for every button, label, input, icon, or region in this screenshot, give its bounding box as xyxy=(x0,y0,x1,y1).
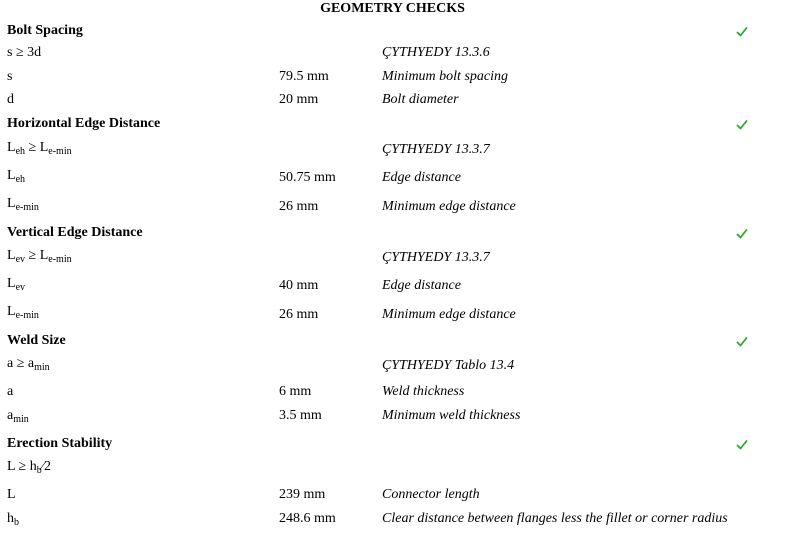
value: 6 mm xyxy=(279,384,312,399)
description: Minimum bolt spacing xyxy=(382,69,508,84)
symbol: $L_{ev}$ xyxy=(7,276,26,293)
symbol: $L_{e-min}$ xyxy=(7,304,39,321)
value: 50.75 mm xyxy=(279,170,336,185)
value: 20 mm xyxy=(279,92,319,107)
description: Bolt diameter xyxy=(382,92,459,107)
section-header-row xyxy=(0,224,797,244)
description: ÇYTHYEDY 13.3.7 xyxy=(382,250,490,265)
table-row xyxy=(0,45,797,65)
description: Minimum edge distance xyxy=(382,307,516,322)
symbol: $L_{eh}$ xyxy=(7,168,26,185)
symbol: $L \ge h_b⁄2$ xyxy=(7,459,52,476)
description: ÇYTHYEDY 13.3.7 xyxy=(382,142,490,157)
section-title: Horizontal Edge Distance xyxy=(7,116,161,131)
table-row xyxy=(0,276,797,298)
table-row xyxy=(0,459,797,481)
table-row xyxy=(0,196,797,218)
description: Minimum edge distance xyxy=(382,199,516,214)
value: 40 mm xyxy=(279,278,319,293)
table-row xyxy=(0,168,797,190)
check-icon xyxy=(736,439,748,451)
check-icon xyxy=(736,228,748,240)
section-title: Bolt Spacing xyxy=(7,23,83,38)
page-title: GEOMETRY CHECKS xyxy=(320,1,465,16)
table-row xyxy=(0,304,797,326)
description: ÇYTHYEDY 13.3.6 xyxy=(382,45,490,60)
table-row xyxy=(0,69,797,89)
table-row xyxy=(0,356,797,378)
symbol: $a \ge a_{min}$ xyxy=(7,356,50,373)
table-row xyxy=(0,92,797,112)
value: 239 mm xyxy=(279,487,326,502)
value: 26 mm xyxy=(279,307,319,322)
section-header-row xyxy=(0,435,797,455)
section-title: Erection Stability xyxy=(7,436,113,451)
description: Edge distance xyxy=(382,170,461,185)
check-icon xyxy=(736,119,748,131)
symbol: a xyxy=(7,384,14,399)
description: ÇYTHYEDY Tablo 13.4 xyxy=(382,358,515,373)
symbol: $L_{e-min}$ xyxy=(7,196,39,213)
table-row xyxy=(0,248,797,270)
value: 26 mm xyxy=(279,199,319,214)
section-header-row xyxy=(0,332,797,352)
section-title: Vertical Edge Distance xyxy=(7,225,143,240)
description: Weld thickness xyxy=(382,384,465,399)
description: Minimum weld thickness xyxy=(382,408,521,423)
table-row xyxy=(0,408,797,430)
symbol: s ≥ 3d xyxy=(7,45,42,60)
symbol: L xyxy=(7,487,16,502)
symbol: $L_{ev} \ge L_{e-min}$ xyxy=(7,248,72,265)
description: Connector length xyxy=(382,487,480,502)
description: Edge distance xyxy=(382,278,461,293)
description: Clear distance between flanges less the fillet or corner radius xyxy=(382,511,728,526)
table-row xyxy=(0,487,797,507)
table-row xyxy=(0,384,797,404)
value: 3.5 mm xyxy=(279,408,322,423)
value: 79.5 mm xyxy=(279,69,329,84)
table-row xyxy=(0,511,797,533)
section-header-row xyxy=(0,22,797,42)
check-icon xyxy=(736,26,748,38)
check-icon xyxy=(736,336,748,348)
symbol: $L_{eh} \ge L_{e-min}$ xyxy=(7,140,72,157)
section-header-row xyxy=(0,115,797,135)
symbol: $a_{min}$ xyxy=(7,408,29,425)
symbol: $h_b$ xyxy=(7,511,19,528)
table-row xyxy=(0,140,797,162)
symbol: d xyxy=(7,92,14,107)
value: 248.6 mm xyxy=(279,511,336,526)
section-title: Weld Size xyxy=(7,333,66,348)
symbol: s xyxy=(7,69,13,84)
